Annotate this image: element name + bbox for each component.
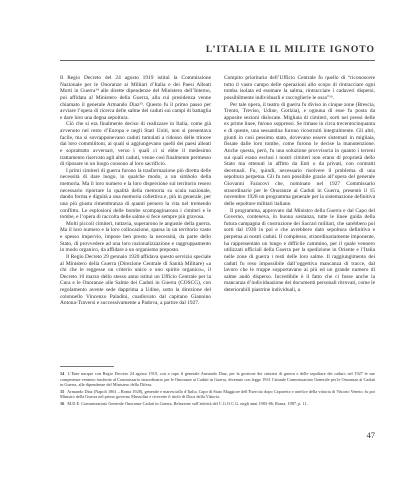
paragraph: Per tale opera, il teatro di guerra fu diviso in cinque zone (Brescia, Trento, Treviso, Udine, Gorizia), e ognuna di esse fu posta da apposite sezioni dislocate. Migliaia di cimiteri, sorti nei pressi delle ex prime linee, furono soppressi. Se rimase in circa trecentocinquanta e di queste, una sessantina furono ricostruiti integralmente. Gli altri, giunti in così pessimo stato, dovevano essere sistemati in migliaia, fissate dalle loro tombe, come furono le decise la manutenzione. Anche questa, però, fu una soluzione provvisoria in quanto i terreni sui quali erano esclusi i nostri cimiteri non erano di proprietà dello Stato ma ottenuti in affitto da Enti o da privati, con contratti decennali. Fu, quindi, necessario risolvere il problema di una sepoltura perpetua. Gli fu non possibile grazie all’opera del generale Giovanni Faracovi che, nominato nel 1927 Commissario straordinario per le Onoranze ai Caduti in Guerra, presentò il 15 novembre 1928 un programma generale per la sistemazione definitiva delle sepolture militari italiane. bbox=[224, 101, 375, 207]
right-column bbox=[224, 75, 375, 358]
footnote-text: Armando Diaz (Napoli 1861 – Roma 1928), generale e maresciallo d’Italia, Capo di Stato Maggiore dell’Esercito dopo Caporetto e artefice della vittoria di Vittorio Veneto; fu poi Ministro della Guerra nel primo governo Mussolini e ricevette il titolo di Duca della Vittoria. bbox=[60, 388, 375, 399]
paragraph: Il Regio Decreto del 24 agosto 1919 istituì la Commissione Nazionale per le Onoranze ai Militari d’Italia e dei Paesi Alleati Morti in Guerra¹⁴ alle dirette dipendenze del Ministero dell’Interno, poi affidata al Ministero della Guerra, alla cui presidenza venne chiamato il generale Armando Diaz¹⁵. Questo fu il primo passo per avviare l’opera di ricerca delle salme dei caduti sui campi di battaglia e dare loro una degna sepoltura. bbox=[60, 75, 211, 121]
header-rule bbox=[60, 60, 375, 61]
footnote-number: 16 bbox=[60, 400, 65, 406]
paragraph: Il Regio Decreto 29 gennaio 1920 affidava questo servizio speciale al Ministero della Guerra (Direzione Centrale di Sanità Militare) «a chi che le reggesse un criterio unico e uno spirito organico», il Decreto 10 marzo dello stesso anno istituì un Ufficio Centrale per la Cura e le Onoranze alle Salme dei Caduti in Guerra (COSCG), con regolamento avente sede dapprima a Udine, sotto la direzione del colonnello Vincenzo Paladini, coadiuvato dal capitano Giannino Antona-Traversi e successivamente a Padova, a partire dal 1927. bbox=[60, 253, 211, 307]
body-text bbox=[60, 75, 375, 358]
paragraph: Il programma, approvato dal Ministro della Guerra e dal Capo del Governo, conteneva, in buona sostanza, tutte le linee guida della futura campagna di costruzione dei Sacrari militari, che sarebbero poi sorti dal 1930 in poi e che avrebbero dato sepoltura definitiva e perpetua ai nostri caduti. Il complesso, straordinariamente imponente, ha rappresentato un lungo e difficile cammino, per il quale vennero utilizzati ufficiali della Guerra per la spedizione in Oriente e l’Italia nelle zone di guerra i resti delle loro salme. Il raggiungimento dei caduti fu reso impossibile dall’oggettiva mancanza di tracce, dal lavoro che le truppe sopportavano ai più ed un grande numero di salme andò disperso. Incredibile è il fatto che ci fosse anche la mancanza d’individuazione dei documenti personali ritrovati, come le deteriorabili piastrine individuali, a bbox=[224, 207, 375, 293]
footnote-number: 15 bbox=[60, 388, 65, 394]
left-column bbox=[60, 75, 211, 358]
paragraph: Molti piccoli cimiteri, tuttavia, superarono le angustie della guerra. Ma il loro numero e la loro collocazione, sparsa in un territorio vasto e spesso impervio, impose ben presto la necessità, da parte dello Stato, di provvedere ad una loro razionalizzazione e raggruppamento in modo organico, da affidare a un organismo preposto. bbox=[60, 220, 211, 254]
footnotes bbox=[60, 366, 375, 407]
footnote bbox=[60, 401, 375, 407]
footnote-rule bbox=[60, 366, 114, 367]
footnote-number: 14 bbox=[60, 371, 65, 376]
paragraph: I primi cimiteri di guerra furono la trasformazione più diretta delle necessità di dare luogo, in qualche modo, a un simbolo della memoria. Ma il loro numero e la loro dispersione sul territorio resero necessario riportare la qualità della memoria su scala nazionale, dando forma e dignità a una memoria collettiva e, più in generale, per una più giusta rimembranza di quanti persero la vita nel tremendo conflitto. Le esplosioni delle bombe scompaginarono i cimiteri e le tombe, e l’opera di raccolta delle salme si fece sempre più gravosa. bbox=[60, 167, 211, 221]
footnote bbox=[60, 371, 375, 388]
footnote bbox=[60, 389, 375, 400]
footnote-text: M.D.E. Commissariato Generale Onoranze Caduti in Guerra, Relazione sull’attività del C.G.O.C.G. negli anni 1983-86, Roma, 1987, p. 11. bbox=[67, 400, 308, 406]
paragraph: Compito prioritario dell’Ufficio Centrale fu quello di “riconoscere tutto il vasto campo delle operazioni allo scopo di rintracciare ogni tomba isolata ed esumare la salma, rintracciare i cadaveri dispersi, possibilmente individuarli e raccoglierle le ossa”¹⁶. bbox=[224, 75, 375, 101]
header-title: L’ITALIA E IL MILITE IGNOTO bbox=[205, 44, 375, 55]
paragraph: Ciò che si era finalmente deciso di realizzare in Italia, come già avvenuto nel resto d’Europa e negli Stati Uniti, non si presentava facile, ma si sovrapponevano caduti tumulati a ridosso delle trincee dai loro commilitoni, ai quali si aggiungevano quelli dei paesi alleati e soprattutto avversari, verso i quali ci si ebbe il medesimo trattamento riservato agli altri caduti, venne così finalmente permesso di riposare in un luogo consono al loro sacrificio. bbox=[60, 121, 211, 168]
footnote-text: L’Ente nacque con Regio Decreto 24 agosto 1919, con a capo il generale Armando Diaz, per la gestione dei cimiteri di guerra e delle sepolture dei caduti; nel 1927 le sue competenze vennero trasferite al Commissario straordinario per le Onoranze ai Caduti in Guerra, divenuto con legge 1931 l’attuale Commissariato Generale per le Onoranze ai Caduti in Guerra, alle dipendenze del Ministero della Difesa. bbox=[60, 371, 375, 387]
page-number: 47 bbox=[366, 430, 375, 440]
